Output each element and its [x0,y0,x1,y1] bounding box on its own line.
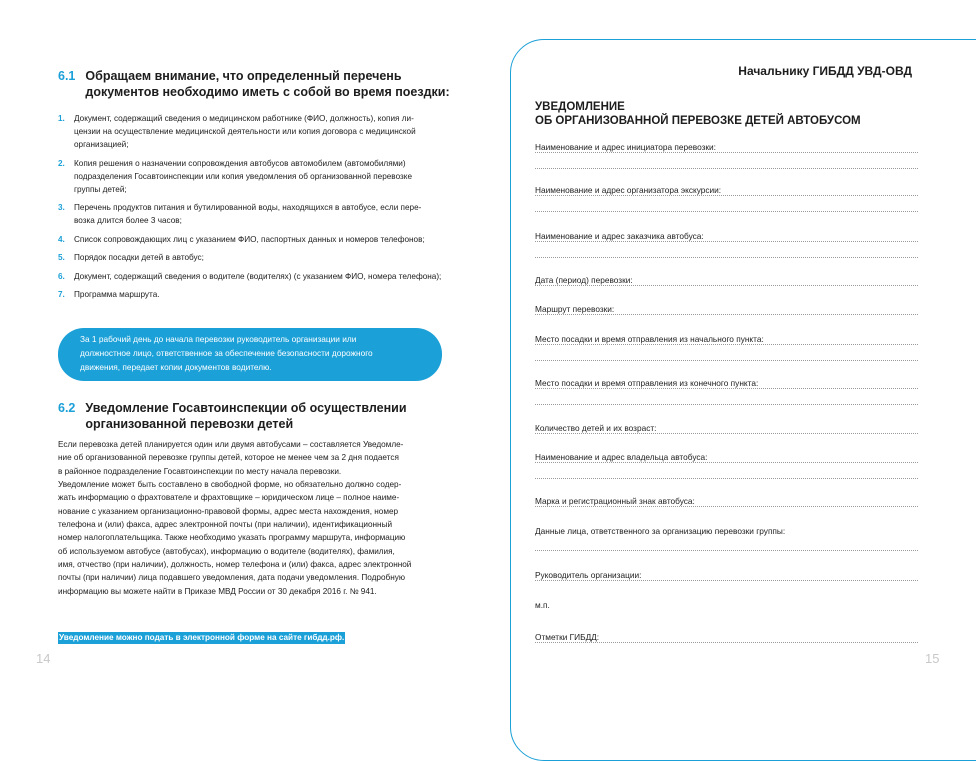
left-page [0,0,488,690]
info-callout [58,328,442,381]
section-number: 6.1 [58,69,76,83]
field-line[interactable] [535,433,918,434]
paragraph-line: в районное подразделение Госавтоинспекции по месту начала перевозки. [58,466,342,476]
field-label: Марка и регистрационный знак автобуса: [535,496,700,506]
form-title [535,100,861,128]
body-paragraph [58,438,442,598]
field-line[interactable] [535,314,918,315]
field-customer[interactable] [535,231,918,241]
list-item [58,157,448,196]
field-line[interactable] [535,168,918,169]
field-line[interactable] [535,285,918,286]
list-number: 5. [58,253,65,262]
field-label: Наименование и адрес заказчика автобуса: [535,231,709,241]
field-line[interactable] [535,211,918,212]
field-label: Место посадки и время отправления из начального пункта: [535,334,769,344]
field-route[interactable] [535,304,918,314]
section-title-line: документов необходимо иметь с собой во время поездки: [85,85,450,99]
list-text: возка длится более 3 часов; [74,216,182,225]
field-line[interactable] [535,462,918,463]
list-text: Порядок посадки детей в автобус; [74,253,204,262]
list-text: организацией; [74,140,129,149]
field-owner[interactable] [535,452,918,462]
section-title-line: Обращаем внимание, что определенный перечень [85,69,402,83]
field-label: Дата (период) перевозки: [535,275,638,285]
page-number: 14 [36,651,51,666]
paragraph-line: имя, отчество (при наличии), должность, номер телефона и (или) факса, адрес электронной [58,560,412,570]
list-item [58,270,448,283]
list-text: группы детей; [74,184,127,194]
field-initiator[interactable] [535,142,918,152]
callout-line: движения, передает копии документов водителю. [80,362,272,372]
section-number: 6.2 [58,401,76,415]
field-line[interactable] [535,642,918,643]
list-item [58,201,448,227]
field-head[interactable] [535,570,918,580]
page-number: 15 [925,651,940,666]
field-bus-plate[interactable] [535,496,918,506]
list-item [58,251,448,264]
field-label: Руководитель организации: [535,570,646,580]
field-start-place[interactable] [535,334,918,344]
callout-line: За 1 рабочий день до начала перевозки руководитель организации или [80,334,357,344]
list-number: 3. [58,203,65,212]
paragraph-line: нование с указанием организационно-правовой формы, адрес места нахождения, номер [58,506,399,516]
list-number: 7. [58,290,65,299]
list-number: 1. [58,114,65,123]
paragraph-line: Если перевозка детей планируется один или двумя автобусами – составляется Уведомле- [58,440,404,449]
field-organizer[interactable] [535,185,918,195]
addressee: Начальнику ГИБДД УВД-ОВД [738,64,912,78]
list-number: 2. [58,158,65,168]
form-title-line: УВЕДОМЛЕНИЕ [535,101,625,113]
field-line[interactable] [535,478,918,479]
field-line[interactable] [535,344,918,345]
field-children[interactable] [535,423,918,433]
field-label: Количество детей и их возраст: [535,423,661,433]
list-number: 4. [58,234,65,244]
field-responsible[interactable] [535,526,918,536]
field-date[interactable] [535,275,918,285]
list-item [58,112,448,151]
paragraph-line: номер налогоплательщика. Также необходимо указать программу маршрута, информацию [58,533,406,543]
paragraph-line: ние об организованной перевозке группы детей, которое не менее чем за 2 дня подается [58,453,399,463]
section-6-1-heading [58,68,450,100]
list-item [58,288,448,301]
website-highlight[interactable]: Уведомление можно подать в электронной форме на сайте гибдд.рф. [59,633,345,642]
field-line[interactable] [535,241,918,242]
paragraph-line: об используемом автобусе (автобусах), информацию о водителе (водителях), фамилия, [58,546,395,556]
list-text: Список сопровождающих лиц с указанием ФИО, паспортных данных и номеров телефонов; [74,234,425,244]
list-number: 6. [58,271,65,281]
right-page [488,0,976,690]
field-label: Место посадки и время отправления из конечного пункта: [535,378,763,388]
required-documents-list [58,112,448,307]
field-line[interactable] [535,550,918,551]
field-line[interactable] [535,580,918,581]
field-line[interactable] [535,257,918,258]
list-text: Документ, содержащий сведения о медицинском работнике (ФИО, должность), копия ли- [74,114,414,123]
field-label: Наименование и адрес инициатора перевозки: [535,142,721,152]
paragraph-line: жать информацию о фрахтователе и фрахтовщике – юридическом лице – полное наиме- [58,493,400,503]
field-label: м.п. [535,600,555,610]
field-label: Маршрут перевозки: [535,304,619,314]
list-text: Документ, содержащий сведения о водителе (водителях) (с указанием ФИО, номера телефона); [74,271,442,281]
field-line[interactable] [535,152,918,153]
paragraph-line: Уведомление может быть составлено в свободной форме, но обязательно должно содер- [58,480,402,490]
field-label: Наименование и адрес организатора экскурсии: [535,185,726,195]
callout-line: должностное лицо, ответственное за обеспечение безопасности дорожного [80,348,373,358]
section-title-line: организованной перевозки детей [85,417,294,431]
paragraph-line: информацию вы можете найти в Приказе МВД России от 30 декабря 2016 г. № 941. [58,586,377,596]
list-text: Перечень продуктов питания и бутилированной воды, находящихся в автобусе, если пере- [74,203,422,212]
field-line[interactable] [535,195,918,196]
list-text: Программа маршрута. [74,290,160,299]
paragraph-line: почты (при наличии) лица подавшего уведомления, дата подачи уведомления. Подробную [58,573,405,583]
stamp-place [535,600,918,610]
field-label: Данные лица, ответственного за организацию перевозки группы: [535,526,790,536]
section-6-2-heading [58,400,407,432]
field-gibdd-marks[interactable] [535,632,918,642]
list-item [58,233,448,246]
field-label: Наименование и адрес владельца автобуса: [535,452,712,462]
field-line[interactable] [535,506,918,507]
paragraph-line: телефона и (или) факса, адрес электронной почты (при наличии), идентификационный [58,520,393,530]
section-title-line: Уведомление Госавтоинспекции об осуществлении [85,401,407,415]
field-line[interactable] [535,404,918,405]
field-line[interactable] [535,388,918,389]
list-text: Копия решения о назначении сопровождения автобусов автомобилем (автомобилями) [74,158,406,168]
list-text: цензии на осуществление медицинской деятельности или копия договора с медицинской [74,127,416,136]
field-line[interactable] [535,360,918,361]
field-end-place[interactable] [535,378,918,388]
field-label: Отметки ГИБДД: [535,632,604,642]
list-text: подразделения Госавтоинспекции или копия уведомления об организованной перевозке [74,171,413,181]
form-title-line: ОБ ОРГАНИЗОВАННОЙ ПЕРЕВОЗКЕ ДЕТЕЙ АВТОБУСОМ [535,115,861,127]
